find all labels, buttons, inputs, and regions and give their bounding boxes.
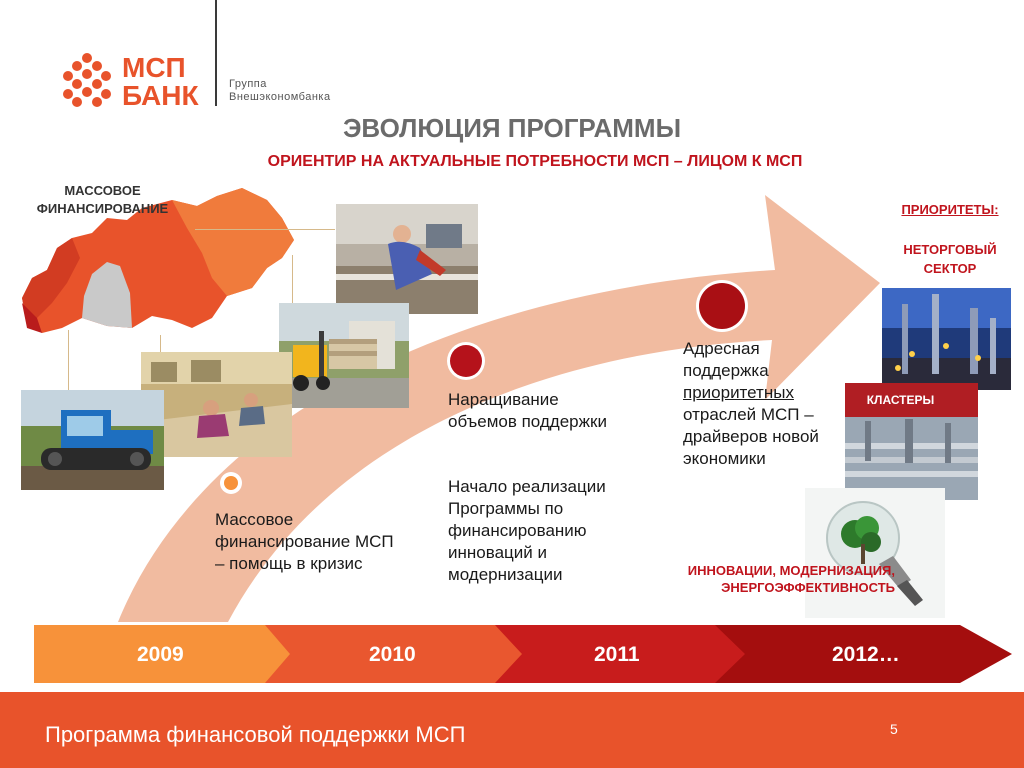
tractor-photo bbox=[21, 390, 164, 490]
stage-2011-text-a: Адресная поддержка bbox=[683, 339, 769, 380]
clusters-label: КЛАСТЕРЫ bbox=[866, 393, 935, 407]
stage-2010-text-1: Наращивание объемов поддержки bbox=[448, 390, 607, 431]
non-trade-sector-label: НЕТОРГОВЫЙ СЕКТОР bbox=[903, 242, 997, 276]
stage-marker-2010-inner bbox=[450, 345, 482, 377]
page-title: ЭВОЛЮЦИЯ ПРОГРАММЫ bbox=[342, 113, 682, 143]
year-2011: 2011 bbox=[594, 643, 640, 666]
stage-2011-text-b: приоритетных bbox=[683, 383, 794, 402]
year-2012: 2012… bbox=[832, 643, 900, 666]
year-2009: 2009 bbox=[137, 643, 184, 666]
stage-marker-2011-inner bbox=[699, 283, 745, 329]
innovations-label: ИННОВАЦИИ, МОДЕРНИЗАЦИЯ, ЭНЕРГОЭФФЕКТИВНОСТЬ bbox=[687, 563, 895, 595]
logo-line-1: МСП bbox=[122, 52, 186, 83]
stage-2009-text: Массовое финансирование МСП – помощь в кризис bbox=[215, 510, 394, 573]
logo-line-2: БАНК bbox=[122, 80, 199, 111]
year-2010: 2010 bbox=[369, 643, 416, 666]
lightbulb-photo bbox=[805, 488, 945, 618]
page-number: 5 bbox=[890, 721, 898, 737]
priorities-heading: ПРИОРИТЕТЫ: bbox=[901, 202, 999, 217]
forklift-photo bbox=[279, 303, 409, 408]
page-subtitle: ОРИЕНТИР НА АКТУАЛЬНЫЕ ПОТРЕБНОСТИ МСП – ЛИЦОМ К МСП bbox=[267, 153, 803, 170]
stage-2011-text-c: отраслей МСП – драйверов новой экономики bbox=[683, 405, 819, 468]
group-line-1: Группа bbox=[229, 78, 267, 90]
mass-financing-label: МАССОВОЕ ФИНАНСИРОВАНИЕ bbox=[36, 183, 169, 216]
refinery-photo bbox=[882, 288, 1011, 390]
stage-2010-text-2: Начало реализации Программы по финансированию инноваций и модернизации bbox=[448, 477, 606, 584]
worker-photo bbox=[336, 204, 478, 314]
stage-2011-text bbox=[683, 338, 843, 470]
footer-title: Программа финансовой поддержки МСП bbox=[45, 722, 466, 747]
stage-marker-2009-inner bbox=[224, 476, 238, 490]
group-line-2: Внешэкономбанка bbox=[229, 91, 331, 103]
